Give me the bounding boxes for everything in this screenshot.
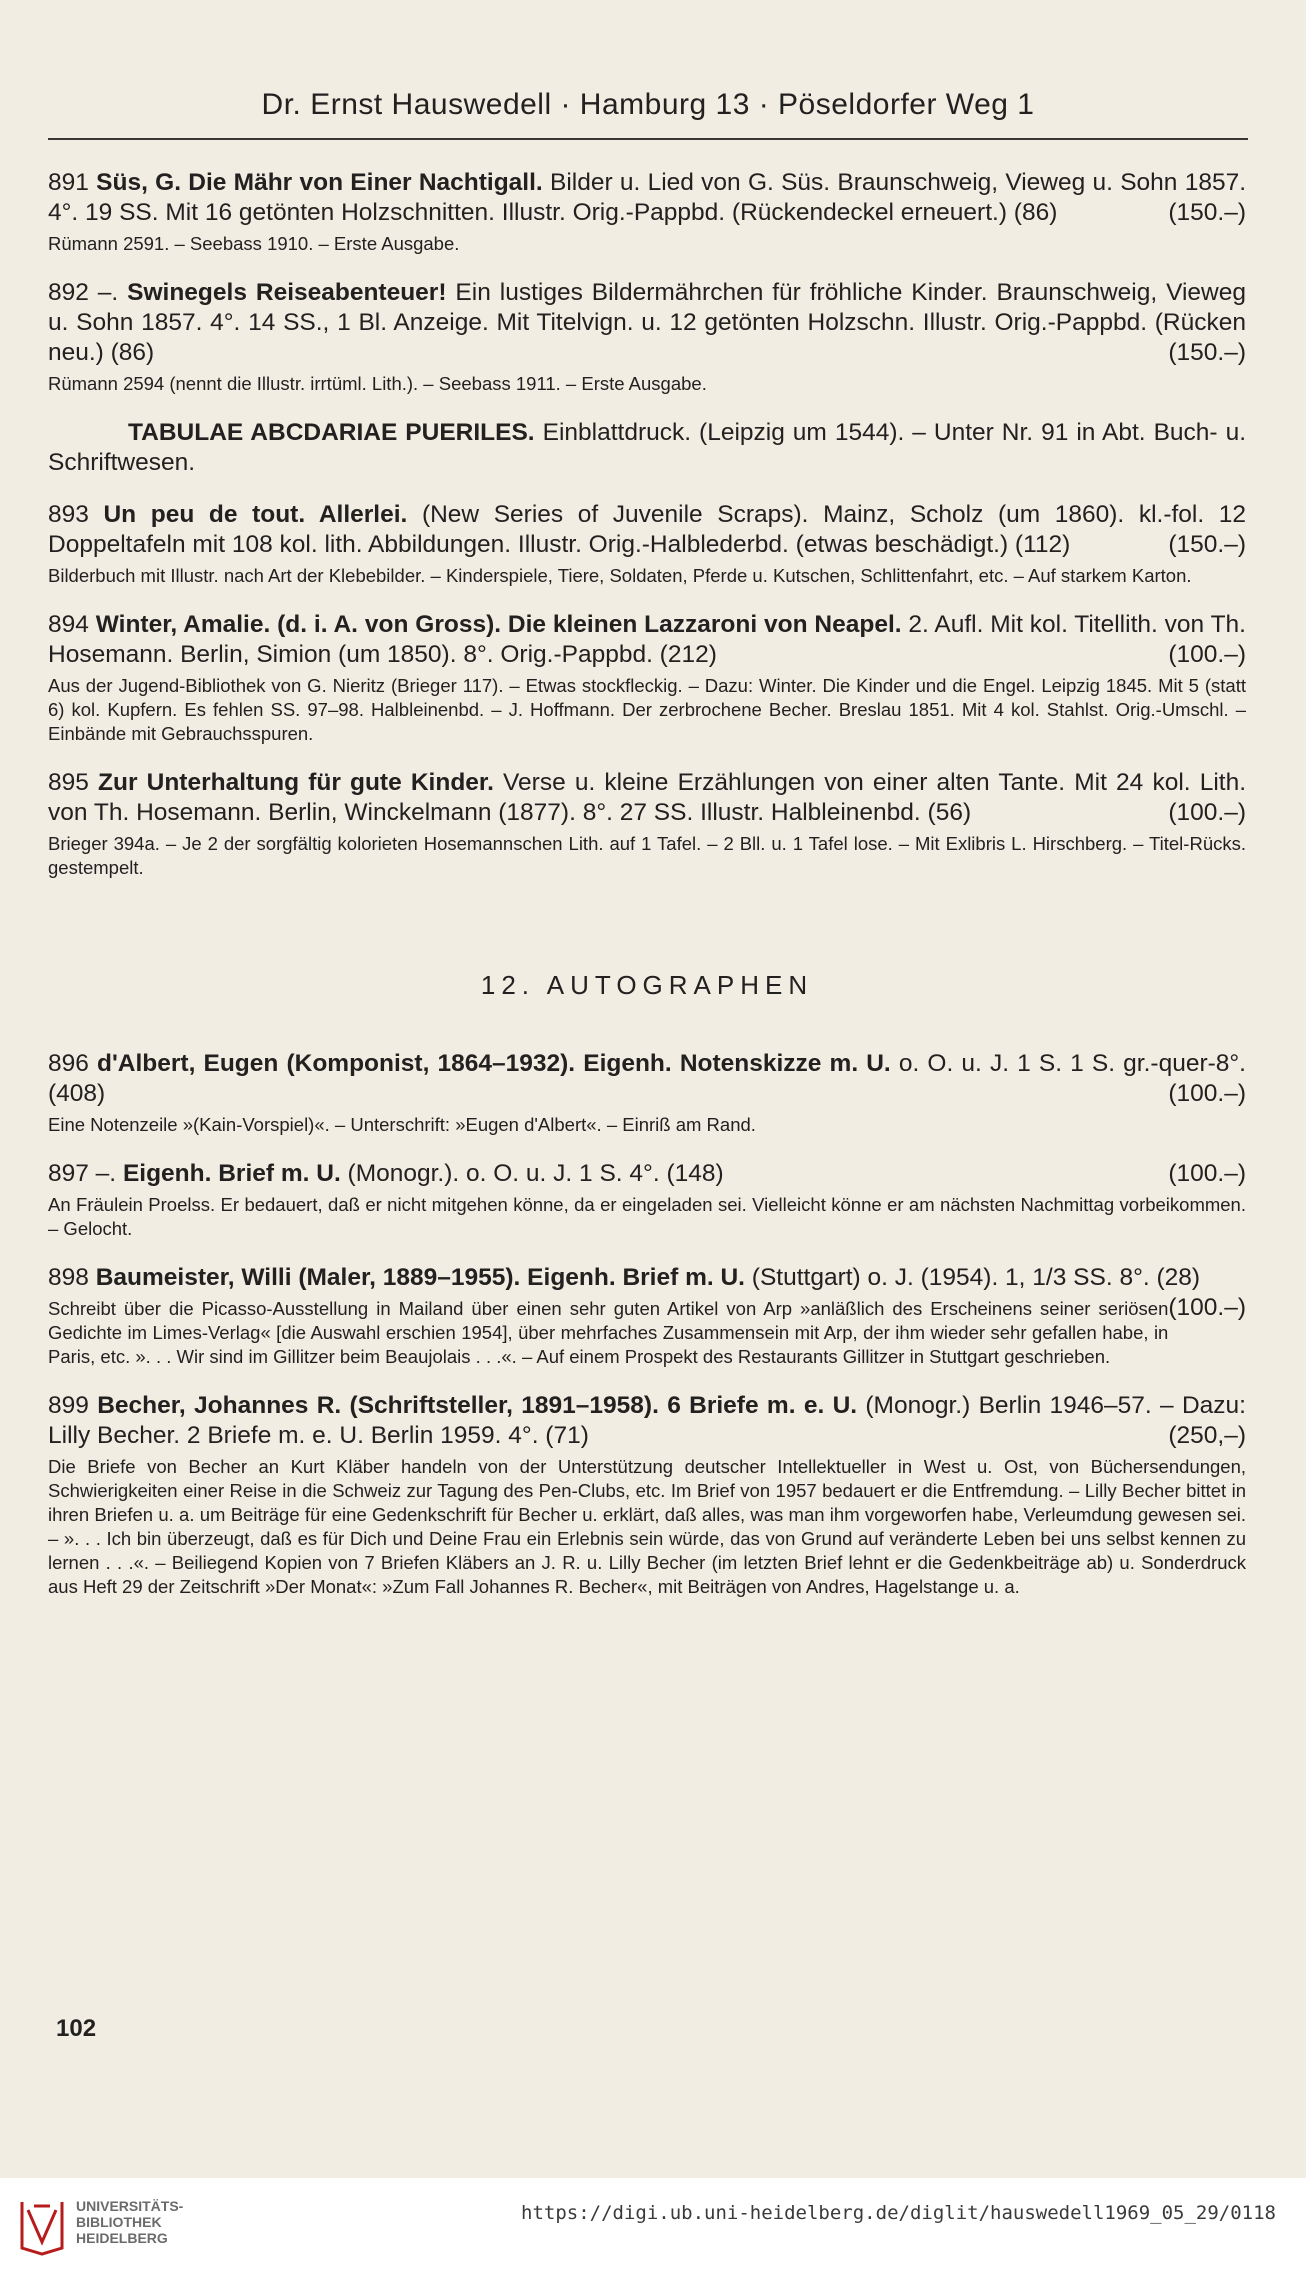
entry-title: Süs, G. Die Mähr von Einer Nachtigall. <box>96 169 543 196</box>
entry-price: (150.–) <box>1168 531 1246 558</box>
entry-description: Verse u. kleine Erzählungen von einer alten Tante. Mit 24 kol. Lith. von Th. Hosemann. Berlin, Winckelmann (1877). 8°. 27 SS. Illustr. Halbleinenbd. (56) <box>48 769 1247 826</box>
entry-text <box>48 1049 1246 1109</box>
catalog-entry <box>48 768 1246 880</box>
entry-text <box>48 1159 1246 1189</box>
catalog-entry <box>48 278 1246 396</box>
entry-description: (Monogr.). o. O. u. J. 1 S. 4°. (148) <box>340 1160 724 1187</box>
source-url-link[interactable]: https://digi.ub.uni-heidelberg.de/diglit/hauswedell1969_05_29/0118 <box>521 2202 1276 2224</box>
library-name <box>76 2198 183 2246</box>
entry-note: Aus der Jugend-Bibliothek von G. Nieritz (Brieger 117). – Etwas stockfleckig. – Dazu: Winter. Die Kinder und die Engel. Leipzig 1845. Mit 5 (statt 6) kol. Kupfern. Es fehlen SS. 97–98. Halbleinenbd. – J. Hoffmann. Der zerbrochene Becher. Breslau 1851. Mit 4 kol. Stahlst. Orig.-Umschl. – Einbände mit Gebrauchsspuren. <box>48 675 1246 744</box>
entry-description: (New Series of Juvenile Scraps). Mainz, Scholz (um 1860). kl.-fol. 12 Doppeltafeln mit 108 kol. lith. Abbildungen. Illustr. Orig.-Halblederbd. (etwas beschädigt.) (112) <box>48 501 1247 558</box>
entry-title: Swinegels Reiseabenteuer! <box>127 279 447 306</box>
entry-description: 895 <box>48 769 99 796</box>
entry-note: Rümann 2594 (nennt die Illustr. irrtüml. Lith.). – Seebass 1911. – Erste Ausgabe. <box>48 373 707 394</box>
catalog-entry <box>48 1391 1246 1599</box>
entry-price: (100.–) <box>1168 1080 1246 1107</box>
entries-group-b <box>48 1049 1246 1599</box>
catalog-entry <box>48 1263 1246 1369</box>
entry-price: (150.–) <box>1168 339 1246 366</box>
entry-title: Baumeister, Willi (Maler, 1889–1955). Eigenh. Brief m. U. <box>95 1264 745 1291</box>
entry-note: An Fräulein Proelss. Er bedauert, daß er nicht mitgehen könne, da er eingeladen sei. Vielleicht könne er am nächsten Nachmittag vorbeikommen. – Gelocht. <box>48 1194 1246 1239</box>
library-name-line: HEIDELBERG <box>76 2230 168 2246</box>
entry-description: 894 <box>48 611 96 638</box>
library-name-line: BIBLIOTHEK <box>76 2214 162 2230</box>
entry-note: Eine Notenzeile »(Kain-Vorspiel)«. – Unterschrift: »Eugen d'Albert«. – Einriß am Rand. <box>48 1114 756 1135</box>
entry-title: Eigenh. Brief m. U. <box>122 1160 341 1187</box>
entry-note: Brieger 394a. – Je 2 der sorgfältig kolorieten Hosemannschen Lith. auf 1 Tafel. – 2 Bll. u. 1 Tafel lose. – Mit Exlibris L. Hirschberg. – Titel-Rücks. gestempelt. <box>48 833 1246 878</box>
entry-description: Einblattdruck. (Leipzig um 1544). – Unter Nr. 91 in Abt. Buch- u. Schriftwesen. <box>48 419 1246 476</box>
entry-note: Die Briefe von Becher an Kurt Kläber handeln von der Unterstützung deutscher Intellektueller in West u. Ost, von Büchersendungen, Schwierigkeiten einer Reise in die Schweiz zur Tagung des Pen-Clubs, etc. Im Brief von 1957 bedauert er die Entfremdung. – Lilly Becher bittet in ihren Briefen u. a. um Beiträge für eine Gedenkschrift für Becher u. erklärt, daß alles, was man ihm vorgeworfen habe, Verleumdung gewesen sei. – ». . . Ich bin überzeugt, daß es für Dich und Deine Frau ein Erlebnis sein würde, das von Grund auf veränderte Leben bei uns selbst kennen zu lernen . . .«. – Beiliegend Kopien von 7 Briefen Kläbers an J. R. u. Lilly Becher (im letzten Brief lehnt er die Gedenkbeiträge ab) u. Sonderdruck aus Heft 29 der Zeitschrift »Der Monat«: »Zum Fall Johannes R. Becher«, mit Beiträgen von Andres, Hagelstange u. a. <box>48 1456 1246 1597</box>
entry-text <box>48 610 1246 670</box>
entry-text <box>48 418 1246 478</box>
entry-title: Winter, Amalie. (d. i. A. von Gross). Die kleinen Lazzaroni von Neapel. <box>95 611 902 638</box>
catalog-entry <box>48 610 1246 746</box>
entry-description: 896 <box>48 1050 97 1077</box>
entry-description: 899 <box>48 1392 98 1419</box>
entry-note: Rümann 2591. – Seebass 1910. – Erste Ausgabe. <box>48 233 460 254</box>
catalog-entry <box>48 500 1246 588</box>
entry-title: d'Albert, Eugen (Komponist, 1864–1932). Eigenh. Notenskizze m. U. <box>97 1050 891 1077</box>
catalog-entry <box>48 418 1246 478</box>
footer-band <box>0 2178 1306 2278</box>
entry-text <box>48 500 1246 560</box>
entry-text <box>48 1263 1246 1321</box>
entry-title: Becher, Johannes R. (Schriftsteller, 1891–1958). 6 Briefe m. e. U. <box>97 1392 858 1419</box>
entry-text <box>48 768 1246 828</box>
library-logo-icon <box>14 2192 70 2258</box>
entry-note: Bilderbuch mit Illustr. nach Art der Klebebilder. – Kinderspiele, Tiere, Soldaten, Pferde u. Kutschen, Schlittenfahrt, etc. – Auf starkem Karton. <box>48 565 1192 586</box>
entry-price: (100.–) <box>1168 1294 1246 1321</box>
entry-price: (100.–) <box>1168 641 1246 668</box>
entry-title: Un peu de tout. Allerlei. <box>103 501 408 528</box>
entry-price: (250,–) <box>1168 1422 1246 1449</box>
entry-description: Ein lustiges Bildermährchen für fröhliche Kinder. Braunschweig, Vieweg u. Sohn 1857. 4°. 14 SS., 1 Bl. Anzeige. Mit Titelvign. u. 12 getönten Holzschn. Illustr. Orig.-Pappbd. (Rücken neu.) (86) <box>48 279 1246 366</box>
entry-description: Bilder u. Lied von G. Süs. Braunschweig, Vieweg u. Sohn 1857. 4°. 19 SS. Mit 16 getönten Holzschnitten. Illustr. Orig.-Pappbd. (Rückendeckel erneuert.) (86) <box>48 169 1247 226</box>
entry-price: (100.–) <box>1168 799 1246 826</box>
entry-description: 893 <box>48 501 104 528</box>
entry-title: TABULAE ABCDARIAE PUERILES. <box>128 419 535 446</box>
catalog-entry <box>48 1159 1246 1241</box>
content-area <box>48 168 1246 1621</box>
page-number: 102 <box>56 2015 97 2042</box>
entry-description: 898 <box>48 1264 96 1291</box>
entry-description: (Stuttgart) o. J. (1954). 1, 1/3 SS. 8°. (28) <box>744 1264 1201 1291</box>
page-header: Dr. Ernst Hauswedell · Hamburg 13 · Pöseldorfer Weg 1 <box>261 88 1035 121</box>
entry-description: o. O. u. J. 1 S. 1 S. gr.-quer-8°. (408) <box>48 1050 1246 1107</box>
entry-price: (150.–) <box>1168 199 1246 226</box>
entry-price: (100.–) <box>1168 1160 1246 1187</box>
entry-title: Zur Unterhaltung für gute Kinder. <box>98 769 494 796</box>
entry-description: 897 –. <box>48 1160 123 1187</box>
entry-text <box>48 168 1246 228</box>
catalog-entry <box>48 168 1246 256</box>
entry-note: Schreibt über die Picasso-Ausstellung in Mailand über einen sehr guten Artikel von Arp »anläßlich des Erscheinens seiner seriösen Gedichte im Limes-Verlag« [die Auswahl erschien 1954], über mehrfaches Zusammensein mit Arp, der ihm wieder sehr gefallen habe, in Paris, etc. ». . . Wir sind im Gillitzer beim Beaujolais . . .«. – Auf einem Prospekt des Restaurants Gillitzer in Stuttgart geschrieben. <box>48 1298 1169 1367</box>
entries-group-a <box>48 168 1246 880</box>
entry-text <box>48 278 1246 368</box>
entry-text <box>48 1391 1246 1451</box>
header-rule <box>48 138 1248 140</box>
catalog-entry <box>48 1049 1246 1137</box>
entry-description: 892 –. <box>48 279 128 306</box>
section-title: 12. AUTOGRAPHEN <box>480 970 814 1000</box>
entry-description: (Monogr.) Berlin 1946–57. – Dazu: Lilly Becher. 2 Briefe m. e. U. Berlin 1959. 4°. (71) <box>48 1392 1246 1449</box>
entry-description: 2. Aufl. Mit kol. Titellith. von Th. Hosemann. Berlin, Simion (um 1850). 8°. Orig.-Pappbd. (212) <box>48 611 1246 668</box>
entry-description: 891 <box>48 169 97 196</box>
library-name-line: UNIVERSITÄTS- <box>76 2198 184 2214</box>
